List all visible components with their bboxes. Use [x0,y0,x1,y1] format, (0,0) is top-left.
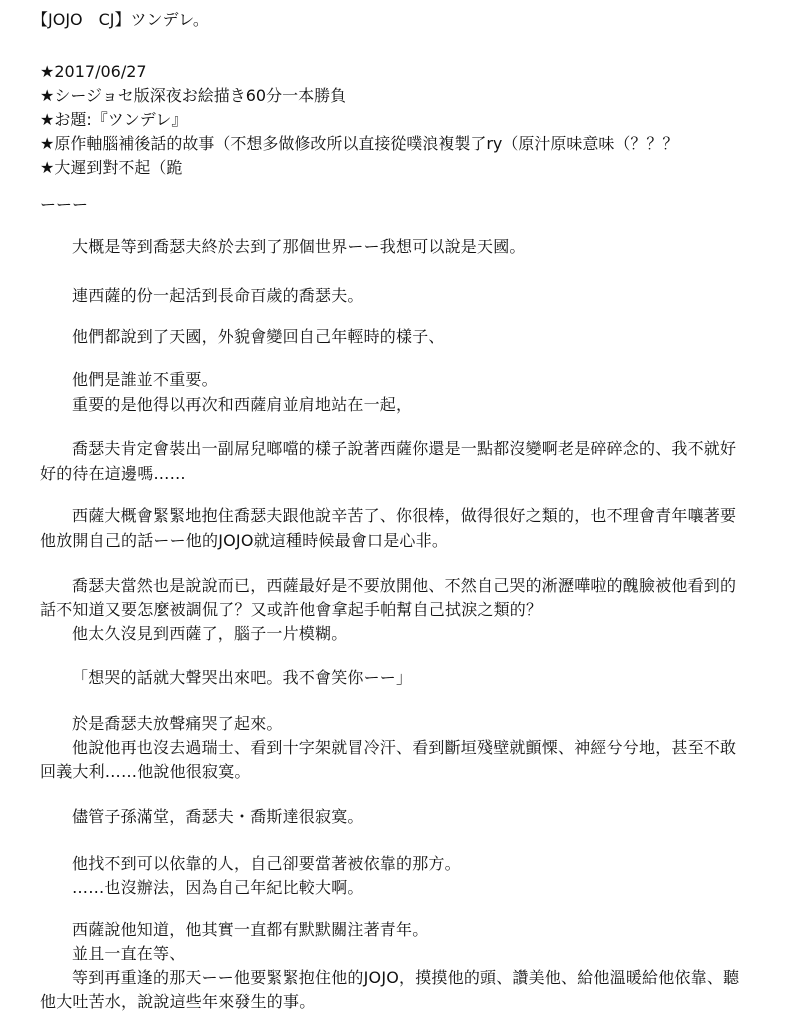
paragraph-line: 他大吐苦水，說說這些年來發生的事。 [40,992,316,1011]
paragraph-line: 儘管子孫滿堂，喬瑟夫・喬斯達很寂寞。 [72,807,364,826]
paragraph-line: 連西薩的份一起活到長命百歲的喬瑟夫。 [72,286,364,305]
separator: ーーー [40,195,89,214]
paragraph-line: 他找不到可以依靠的人，自己卻要當著被依靠的那方。 [72,854,461,873]
paragraph-line: 話不知道又要怎麼被調侃了？又或許他會拿起手帕幫自己拭淚之類的？ [40,600,543,619]
paragraph-line: 他說他再也沒去過瑞士、看到十字架就冒冷汗、看到斷垣殘壁就顫慄、神經兮兮地，甚至不敢 [72,738,737,757]
paragraph-line: 西薩大概會緊緊地抱住喬瑟夫跟他說辛苦了、你很棒，做得很好之類的，也不理會青年嚷著要 [72,506,737,525]
meta-apology: ★大遲到對不起（跪 [40,158,183,177]
meta-topic: ★お題:『ツンデレ』 [40,110,188,129]
paragraph-line: 「想哭的話就大聲哭出來吧。我不會笑你ーー」 [72,668,413,687]
paragraph-line: 重要的是他得以再次和西薩肩並肩地站在一起， [72,395,413,414]
paragraph-line: 好的待在這邊嗎…… [40,464,186,483]
paragraph-line: 喬瑟夫肯定會裝出一副屌兒啷噹的樣子說著西薩你還是一點都沒變啊老是碎碎念的、我不就好 [72,439,737,458]
meta-note: ★原作軸腦補後話的故事（不想多做修改所以直接從噗浪複製了ry（原汁原味意味（？？？ [40,134,679,153]
paragraph-line: ……也沒辦法，因為自己年紀比較大啊。 [72,878,364,897]
paragraph-line: 於是喬瑟夫放聲痛哭了起來。 [72,714,283,733]
meta-date: ★2017/06/27 [40,62,147,81]
paragraph-line: 西薩說他知道，他其實一直都有默默關注著青年。 [72,920,429,939]
paragraph-line: 大概是等到喬瑟夫終於去到了那個世界ーー我想可以說是天國。 [72,237,526,256]
paragraph-line: 他們是誰並不重要。 [72,370,218,389]
paragraph-line: 他太久沒見到西薩了，腦子一片模糊。 [72,624,348,643]
paragraph-line: 喬瑟夫當然也是說說而已，西薩最好是不要放開他、不然自己哭的淅瀝嘩啦的醜臉被他看到的 [72,576,737,595]
meta-event: ★シージョセ版深夜お絵描き60分一本勝負 [40,86,347,105]
paragraph-line: 並且一直在等、 [72,944,186,963]
paragraph-line: 回義大利……他說他很寂寞。 [40,762,251,781]
paragraph-line: 他們都說到了天國，外貌會變回自己年輕時的樣子、 [72,327,445,346]
paragraph-line: 等到再重逢的那天ーー他要緊緊抱住他的JOJO，摸摸他的頭、讚美他、給他溫暖給他依靠、聽 [72,968,740,987]
paragraph-line: 他放開自己的話ーー他的JOJO就這種時候最會口是心非。 [40,531,449,550]
document-title: 【JOJO CJ】ツンデレ。 [32,10,209,29]
